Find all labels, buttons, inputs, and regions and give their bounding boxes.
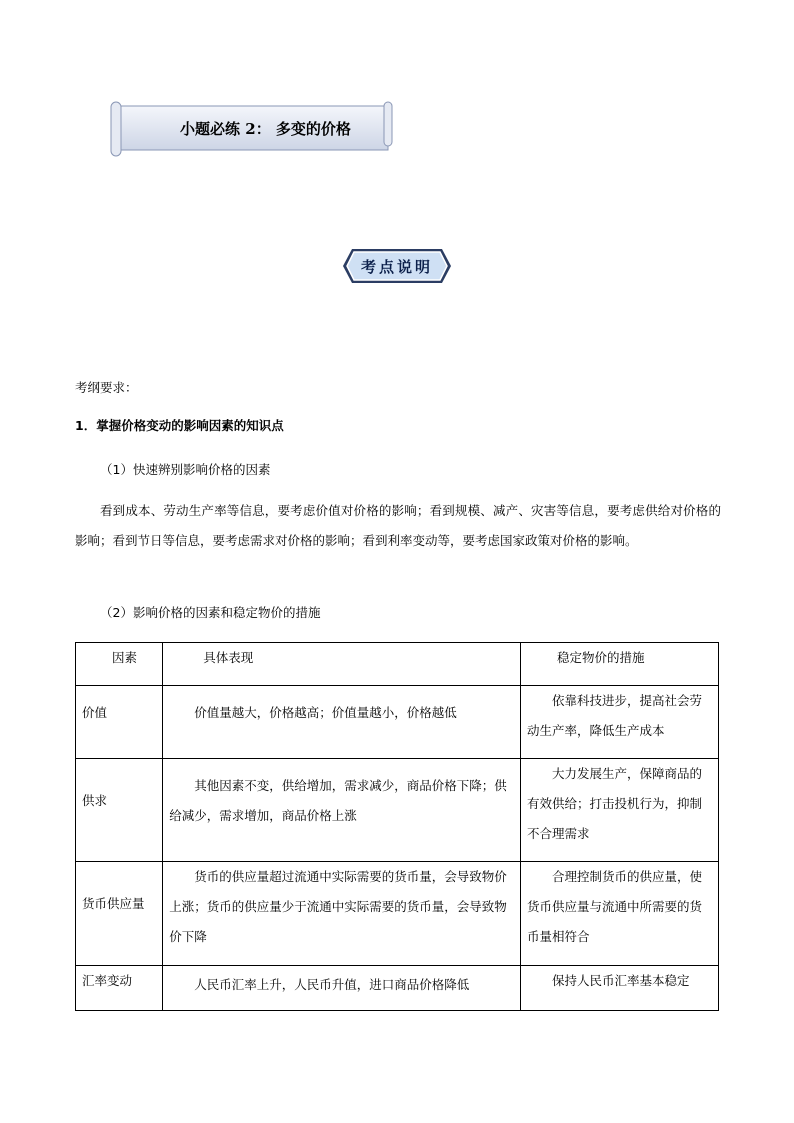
measure-cell: 依靠科技进步，提高社会劳动生产率，降低生产成本 — [520, 686, 718, 759]
outline-label: 考纲要求： — [75, 380, 138, 395]
factor-cell: 货币供应量 — [76, 862, 163, 966]
measure-cell: 合理控制货币的供应量，使货币供应量与流通中所需要的货币量相符合 — [520, 862, 718, 966]
factor-cell: 供求 — [76, 759, 163, 862]
header-cell: 因素 — [76, 643, 163, 686]
factor-cell: 价值 — [76, 686, 163, 759]
subsection-1-title: （1）快速辨别影响价格的因素 — [100, 462, 271, 477]
table-row — [76, 966, 719, 1011]
section-badge — [342, 248, 452, 284]
detail-cell: 其他因素不变，供给增加，需求减少，商品价格下降；供给减少，需求增加，商品价格上涨 — [163, 759, 521, 862]
subsection-1-paragraph: 看到成本、劳动生产率等信息，要考虑价值对价格的影响；看到规模、减产、灾害等信息，要考虑供给对价格的影响；看到节日等信息，要考虑需求对价格的影响；看到利率变动等，要考虑国家政策对价格的影响。 — [75, 503, 721, 548]
page-title: 小题必练 2： 多变的价格 — [180, 120, 351, 138]
header-cell: 具体表现 — [163, 643, 521, 686]
factor-cell: 汇率变动 — [76, 966, 163, 1011]
section-1-title: 1．掌握价格变动的影响因素的知识点 — [75, 418, 284, 433]
detail-cell: 货币的供应量超过流通中实际需要的货币量，会导致物价上涨；货币的供应量少于流通中实际需要的货币量，会导致物价下降 — [163, 862, 521, 966]
detail-cell: 人民币汇率上升，人民币升值，进口商品价格降低 — [163, 966, 521, 1011]
subsection-2-title: （2）影响价格的因素和稳定物价的措施 — [100, 605, 321, 620]
table-row — [76, 862, 719, 966]
measure-cell: 大力发展生产，保障商品的有效供给；打击投机行为，抑制不合理需求 — [520, 759, 718, 862]
price-factors-table — [75, 642, 719, 1011]
title-banner — [108, 100, 393, 158]
table-row — [76, 686, 719, 759]
header-cell: 稳定物价的措施 — [520, 643, 718, 686]
table-header-row — [76, 643, 719, 686]
table-row — [76, 759, 719, 862]
detail-cell: 价值量越大，价格越高；价值量越小，价格越低 — [163, 686, 521, 759]
measure-cell: 保持人民币汇率基本稳定 — [520, 966, 718, 1011]
badge-label: 考点说明 — [360, 258, 433, 276]
